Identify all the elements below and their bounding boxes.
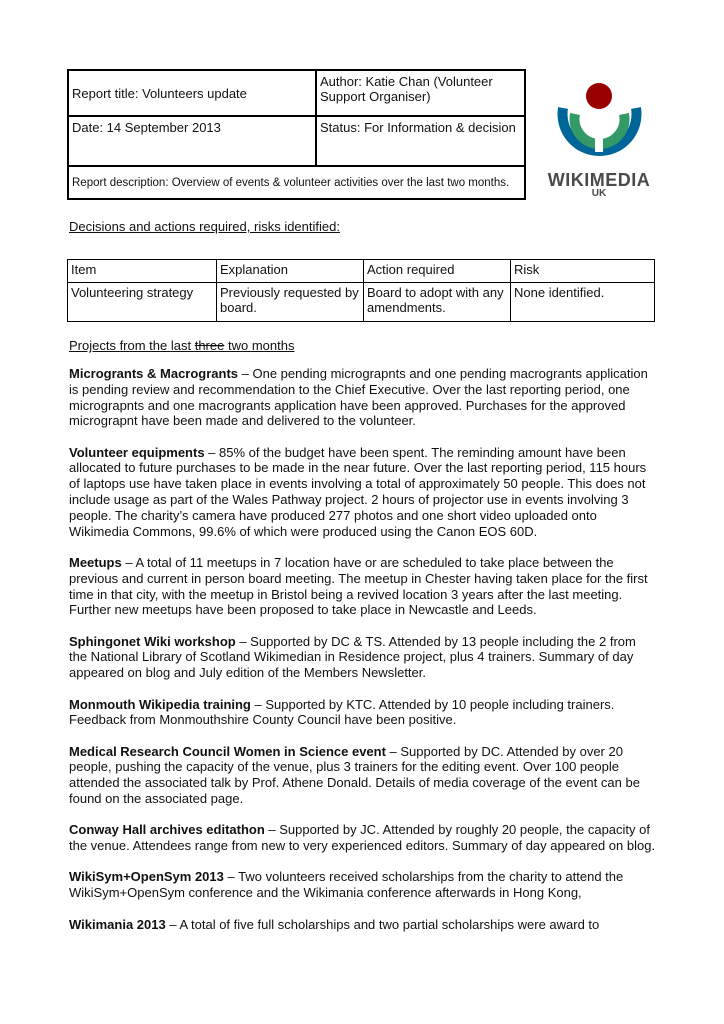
- project-text: – Supported by DC & TS. Attended by 13 people including the 2 from the National Library of Scotland Wikimedian in Residence project, plus 4 trainers. Summary of day appeared on blog and July edition of the Members Newsletter.: [69, 633, 636, 681]
- cell-risk: None identified.: [511, 283, 655, 322]
- project-title: Microgrants & Macrogrants: [69, 366, 239, 381]
- project-title: Monmouth Wikipedia training: [69, 696, 251, 712]
- project-title: WikiSym+OpenSym 2013: [69, 869, 224, 885]
- action-table: [67, 259, 655, 322]
- cell-explanation: Previously requested by board.: [217, 283, 364, 322]
- header-row-2: [69, 117, 524, 167]
- project-text: – One pending micrograpnts and one pending macrogrants application is pending review and recommendation to the Chief Executive. Over the last reporting period, one micrograpnts and one macrogrants application have been approved. Purchases for the approved micrograpnt have been made and delivered to the volunteer.: [69, 366, 648, 429]
- col-header-action: Action required: [364, 260, 511, 283]
- decisions-title: Decisions and actions required, risks identified:: [69, 219, 340, 234]
- project-item: [69, 555, 657, 618]
- projects-list: [69, 366, 657, 948]
- logo-uk-label: UK: [591, 188, 607, 199]
- report-date: Date: 14 September 2013: [69, 117, 317, 165]
- projects-title-struck: three: [194, 338, 225, 353]
- project-title: Conway Hall archives editathon: [69, 822, 265, 838]
- project-item: [69, 917, 657, 933]
- project-item: [69, 697, 657, 729]
- col-header-risk: Risk: [511, 260, 655, 283]
- table-header-row: [68, 260, 655, 283]
- project-text: – Supported by JC. Attended by roughly 20 people, the capacity of the venue. Attendees range from new to very experienced editors. Summary of day appeared on blog.: [69, 822, 656, 854]
- header-row-1: [69, 71, 524, 117]
- project-title: Medical Research Council Women in Science event: [69, 743, 386, 759]
- cell-action: Board to adopt with any amendments.: [364, 283, 511, 322]
- project-text: – A total of 11 meetups in 7 location have or are scheduled to take place between the previous and current in person board meeting. The meetup in Chester having taken place for the first time in that city, with the meetup in Bristol being a revived location 3 years after the last meeting. Further new meetups have been proposed to take place in Newcastle and Leeds.: [69, 554, 648, 618]
- project-item: [69, 366, 657, 429]
- col-header-item: Item: [68, 260, 217, 283]
- cell-item: Volunteering strategy: [68, 283, 217, 322]
- report-author: Author: Katie Chan (Volunteer Support Organiser): [320, 74, 493, 104]
- project-title: Volunteer equipments: [69, 444, 205, 460]
- report-description: Report description: Overview of events & volunteer activities over the last two months.: [72, 177, 510, 189]
- project-text: – Supported by KTC. Attended by 10 people including trainers. Feedback from Monmouthshire County Council have been positive.: [69, 696, 615, 728]
- report-header-table: [67, 69, 526, 200]
- logo-wordmark: WIKIMEDIA: [547, 170, 651, 190]
- col-header-explanation: Explanation: [217, 260, 364, 283]
- project-text: – Supported by DC. Attended by over 20 people, pushing the capacity of the venue, plus 3 trainers for the editing event. Over 100 people attended the associated talk by Prof. Athene Donald. Details of media coverage of the event can be found on the associated page.: [69, 743, 640, 807]
- project-title: Sphingonet Wiki workshop: [69, 633, 236, 649]
- project-title: Wikimania 2013: [69, 916, 166, 932]
- project-item: [69, 869, 657, 901]
- project-item: [69, 445, 657, 540]
- project-title: Meetups: [69, 554, 122, 570]
- projects-title-prefix: Projects from the last: [69, 338, 195, 353]
- project-text: – Two volunteers received scholarships from the charity to attend the WikiSym+OpenSym conference and the Wikimania conference afterwards in Hong Kong,: [69, 869, 624, 901]
- table-row: [68, 283, 655, 322]
- projects-title: [69, 338, 294, 353]
- project-item: [69, 634, 657, 681]
- project-text: – A total of five full scholarships and two partial scholarships were award to: [165, 916, 600, 932]
- project-item: [69, 822, 657, 854]
- projects-title-suffix: two months: [224, 338, 295, 353]
- project-text: – 85% of the budget have been spent. The reminding amount have been allocated to future purchases to be made in the near future. Over the last reporting period, 115 hours of laptops use have taken place in events involving a total of approximately 50 people. This does not include usage as part of the Wales Pathway project. 2 hours of projector use in events involving 3 people. The charity’s camera have produced 277 photos and one short video uploaded onto Wikimedia Commons, 99.6% of which were produced using the Canon EOS 60D.: [69, 444, 647, 539]
- report-status: Status: For Information & decision: [320, 120, 516, 135]
- report-title: Report title: Volunteers update: [69, 71, 317, 115]
- project-item: [69, 744, 657, 807]
